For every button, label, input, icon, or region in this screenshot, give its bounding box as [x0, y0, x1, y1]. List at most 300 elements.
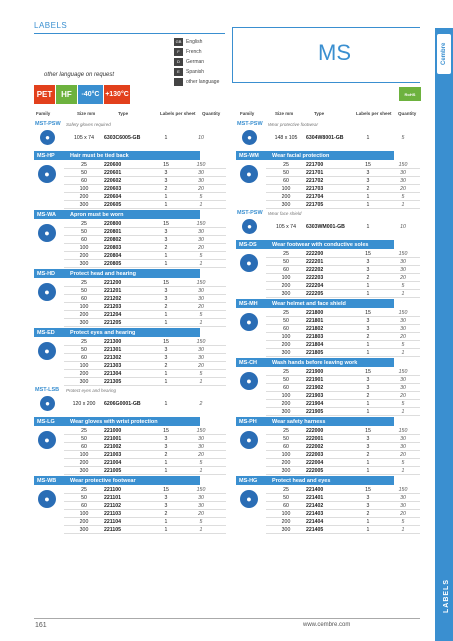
min-temp-badge: -40°C	[78, 85, 103, 104]
table-cell: 1	[366, 459, 370, 466]
language-list	[174, 37, 219, 87]
table-cell: 150	[196, 427, 206, 434]
section-header	[34, 328, 200, 337]
table-cell: 60	[283, 266, 289, 273]
table-cell: 60	[81, 502, 87, 509]
table-row	[266, 169, 420, 177]
section-title: Wear gloves with wrist protection	[70, 418, 158, 425]
table-cell: 30	[400, 325, 406, 332]
section-title: Protect head and hearing	[70, 270, 137, 277]
table-cell: 221300	[104, 338, 122, 345]
family-code: MS-HP	[37, 152, 55, 159]
table-cell: 300	[79, 201, 89, 208]
table-row	[266, 486, 420, 494]
table-cell: 1	[366, 526, 370, 533]
table-cell: 221805	[306, 349, 324, 356]
table-cell: 60	[81, 236, 87, 243]
table-cell: 100	[281, 392, 291, 399]
table-cell: 200	[281, 459, 291, 466]
language-item: D German	[174, 57, 219, 67]
table-cell: 1	[199, 319, 203, 326]
table-cell: 1	[164, 260, 168, 267]
table-cell: 30	[198, 236, 204, 243]
table-cell: 5	[199, 459, 203, 466]
pictogram-icon: ●	[240, 165, 258, 183]
table-cell: 50	[283, 376, 289, 383]
family-code: MS-ED	[37, 329, 55, 336]
table-cell: 220603	[104, 185, 122, 192]
table-cell: 15	[163, 427, 169, 434]
table-cell: 60	[283, 177, 289, 184]
table-cell: 60	[283, 384, 289, 391]
table-row	[64, 459, 226, 467]
table-row	[64, 494, 226, 502]
table-row	[266, 400, 420, 408]
table-cell: 200	[79, 252, 89, 259]
table-cell: 221903	[306, 392, 324, 399]
table-cell: 221901	[306, 376, 324, 383]
table-cell: 30	[400, 384, 406, 391]
table-cell: 220600	[104, 161, 122, 168]
table-cell: 3	[366, 317, 370, 324]
table-cell: 3	[366, 258, 370, 265]
table-cell: 2	[366, 392, 370, 399]
table-cell: 2	[164, 451, 168, 458]
table-cell: 220803	[104, 244, 122, 251]
table-cell: 5	[199, 193, 203, 200]
table-cell: 1	[164, 518, 168, 525]
table-row	[266, 274, 420, 282]
table-row	[64, 303, 226, 311]
pictogram-icon: ●	[38, 490, 56, 508]
table-row	[266, 333, 420, 341]
table-cell: 200	[281, 341, 291, 348]
table-cell: 221403	[306, 510, 324, 517]
table-cell: 220800	[104, 220, 122, 227]
section-header	[34, 476, 200, 485]
table-cell: 30	[400, 376, 406, 383]
table-row	[266, 161, 420, 169]
family-description: Protect eyes and hearing	[66, 388, 117, 393]
table-cell: 221904	[306, 400, 324, 407]
table-cell: 100	[79, 185, 89, 192]
single-row	[64, 134, 226, 142]
section-header	[236, 151, 394, 160]
table-cell: 2	[366, 274, 370, 281]
table-cell: 15	[365, 309, 371, 316]
table-cell: 222204	[306, 282, 324, 289]
table-cell: 15	[365, 427, 371, 434]
table-cell: 221002	[104, 443, 122, 450]
table-row	[266, 309, 420, 317]
table-row	[266, 290, 420, 298]
section-header	[236, 299, 394, 308]
table-cell: 1	[366, 349, 370, 356]
table-cell: 222000	[306, 427, 324, 434]
section-title: Wash hands before leaving work	[272, 359, 358, 366]
table-cell: 2	[366, 510, 370, 517]
cell-lps: 1	[366, 135, 370, 141]
family-code: MST-PSW	[35, 121, 61, 127]
family-description: Safety gloves required	[66, 122, 111, 127]
table-cell: 221202	[104, 295, 122, 302]
pictogram-icon: ●	[240, 372, 258, 390]
table-cell: 20	[198, 185, 204, 192]
table-cell: 25	[283, 427, 289, 434]
table-row	[64, 319, 226, 327]
table-cell: 2	[164, 303, 168, 310]
table-cell: 221902	[306, 384, 324, 391]
table-cell: 25	[81, 486, 87, 493]
table-cell: 300	[79, 378, 89, 385]
website-link[interactable]: www.cembre.com	[303, 622, 351, 628]
table-cell: 1	[164, 459, 168, 466]
table-row	[64, 295, 226, 303]
table-cell: 1	[199, 378, 203, 385]
table-cell: 100	[79, 244, 89, 251]
table-cell: 2	[366, 185, 370, 192]
section-title: LABELS	[34, 21, 68, 30]
table-cell: 20	[198, 510, 204, 517]
table-cell: 221304	[104, 370, 122, 377]
table-cell: 300	[281, 467, 291, 474]
cell-qty: 5	[401, 135, 405, 141]
table-cell: 150	[398, 309, 408, 316]
table-row	[266, 177, 420, 185]
table-row	[64, 502, 226, 510]
col-family: Family	[36, 111, 51, 116]
table-cell: 50	[283, 169, 289, 176]
pictogram-icon: ●	[240, 431, 258, 449]
table-cell: 50	[81, 346, 87, 353]
product-title: MS	[318, 40, 351, 65]
table-cell: 3	[164, 443, 168, 450]
table-cell: 221705	[306, 201, 324, 208]
table-cell: 100	[281, 451, 291, 458]
table-cell: 221003	[104, 451, 122, 458]
table-cell: 50	[283, 317, 289, 324]
col-type: Type	[314, 111, 325, 116]
right-sidebar	[435, 28, 453, 641]
table-cell: 221800	[306, 309, 324, 316]
table-cell: 221100	[104, 486, 122, 493]
table-cell: 15	[365, 368, 371, 375]
table-cell: 30	[400, 317, 406, 324]
table-cell: 30	[400, 169, 406, 176]
table-row	[64, 338, 226, 346]
cell-type: 6206G0001-GB	[104, 401, 141, 407]
col-size: Size mm	[77, 111, 96, 116]
table-cell: 220601	[104, 169, 122, 176]
table-cell: 5	[199, 252, 203, 259]
table-row	[266, 510, 420, 518]
table-cell: 221704	[306, 193, 324, 200]
table-row	[266, 193, 420, 201]
table-cell: 300	[281, 290, 291, 297]
table-row	[266, 526, 420, 534]
table-cell: 222205	[306, 290, 324, 297]
table-cell: 222202	[306, 266, 324, 273]
table-row	[64, 510, 226, 518]
table-cell: 221804	[306, 341, 324, 348]
table-cell: 3	[164, 346, 168, 353]
table-cell: 200	[281, 193, 291, 200]
family-code: MST-PSW	[237, 121, 263, 127]
table-cell: 3	[366, 435, 370, 442]
table-cell: 50	[81, 435, 87, 442]
table-cell: 222200	[306, 250, 324, 257]
table-row	[266, 325, 420, 333]
family-code: MS-WA	[37, 211, 56, 218]
cell-qty: 2	[199, 401, 203, 407]
table-cell: 1	[164, 311, 168, 318]
section-title: Wear footwear with conductive soles	[272, 241, 369, 248]
table-row	[64, 244, 226, 252]
table-cell: 3	[366, 266, 370, 273]
table-cell: 60	[283, 443, 289, 450]
table-cell: 25	[81, 279, 87, 286]
footer-rule	[34, 618, 420, 619]
table-cell: 222003	[306, 451, 324, 458]
language-item: E Spanish	[174, 67, 219, 77]
family-code: MST-LSB	[35, 387, 60, 393]
table-cell: 100	[281, 333, 291, 340]
table-row	[266, 282, 420, 290]
table-row	[64, 443, 226, 451]
table-row	[64, 435, 226, 443]
single-row	[266, 134, 420, 142]
table-cell: 30	[198, 435, 204, 442]
table-cell: 50	[81, 287, 87, 294]
table-cell: 221201	[104, 287, 122, 294]
table-row	[266, 494, 420, 502]
section-title: Wear facial protection	[272, 152, 330, 159]
table-cell: 221702	[306, 177, 324, 184]
table-cell: 30	[198, 354, 204, 361]
table-row	[64, 193, 226, 201]
table-cell: 221102	[104, 502, 122, 509]
table-cell: 3	[366, 325, 370, 332]
table-cell: 30	[400, 494, 406, 501]
table-cell: 30	[400, 258, 406, 265]
table-cell: 222001	[306, 435, 324, 442]
table-cell: 20	[400, 333, 406, 340]
table-row	[266, 376, 420, 384]
table-cell: 3	[164, 236, 168, 243]
table-cell: 30	[400, 266, 406, 273]
table-cell: 50	[81, 228, 87, 235]
table-cell: 2	[164, 362, 168, 369]
table-cell: 3	[366, 494, 370, 501]
pictogram-icon: ●	[240, 313, 258, 331]
max-temp-badge: +130°C	[104, 85, 130, 104]
table-cell: 5	[401, 282, 405, 289]
table-cell: 1	[164, 319, 168, 326]
title-rule	[34, 33, 225, 34]
table-cell: 1	[164, 252, 168, 259]
table-cell: 2	[164, 510, 168, 517]
table-cell: 30	[400, 443, 406, 450]
table-cell: 222203	[306, 274, 324, 281]
pictogram-icon: ●	[242, 219, 257, 234]
table-cell: 221700	[306, 161, 324, 168]
table-cell: 220804	[104, 252, 122, 259]
table-cell: 200	[79, 311, 89, 318]
table-cell: 15	[365, 486, 371, 493]
table-cell: 221402	[306, 502, 324, 509]
table-cell: 5	[199, 370, 203, 377]
table-cell: 30	[198, 169, 204, 176]
table-row	[266, 341, 420, 349]
table-cell: 25	[81, 220, 87, 227]
table-cell: 25	[283, 161, 289, 168]
table-row	[266, 201, 420, 209]
table-cell: 15	[365, 250, 371, 257]
table-row	[266, 349, 420, 357]
table-cell: 1	[401, 526, 405, 533]
table-cell: 300	[281, 526, 291, 533]
table-cell: 150	[398, 368, 408, 375]
table-row	[64, 362, 226, 370]
table-cell: 60	[81, 443, 87, 450]
table-row	[64, 287, 226, 295]
table-cell: 3	[164, 169, 168, 176]
table-cell: 221302	[104, 354, 122, 361]
table-row	[266, 392, 420, 400]
section-header	[236, 476, 394, 485]
table-cell: 100	[281, 185, 291, 192]
table-cell: 221405	[306, 526, 324, 533]
col-qty: Quantity	[202, 111, 221, 116]
table-cell: 300	[79, 467, 89, 474]
table-row	[266, 258, 420, 266]
table-row	[266, 451, 420, 459]
family-code: MS-CH	[239, 359, 258, 366]
pictogram-icon: ●	[240, 254, 258, 272]
table-cell: 3	[366, 376, 370, 383]
table-cell: 220805	[104, 260, 122, 267]
table-cell: 1	[366, 193, 370, 200]
table-cell: 1	[164, 370, 168, 377]
page-number: 161	[35, 622, 47, 629]
table-cell: 221203	[104, 303, 122, 310]
table-cell: 15	[163, 279, 169, 286]
section-header	[34, 417, 200, 426]
family-code: MS-HD	[37, 270, 56, 277]
table-cell: 300	[79, 526, 89, 533]
table-cell: 200	[79, 459, 89, 466]
table-cell: 1	[401, 349, 405, 356]
table-cell: 1	[401, 408, 405, 415]
table-cell: 221401	[306, 494, 324, 501]
table-cell: 25	[283, 250, 289, 257]
table-cell: 1	[164, 201, 168, 208]
cell-size: 105 x 74	[276, 224, 296, 230]
table-cell: 3	[164, 287, 168, 294]
family-code: MS-DS	[239, 241, 257, 248]
language-item: other language	[174, 77, 219, 87]
table-row	[64, 346, 226, 354]
table-cell: 200	[79, 518, 89, 525]
pictogram-icon: ●	[38, 283, 56, 301]
table-cell: 100	[79, 362, 89, 369]
table-cell: 222002	[306, 443, 324, 450]
language-item: GB English	[175, 38, 203, 45]
table-cell: 1	[164, 193, 168, 200]
cembre-logo: Cembre	[437, 34, 451, 74]
family-code: MS-HG	[239, 477, 258, 484]
table-cell: 150	[398, 250, 408, 257]
table-cell: 20	[198, 244, 204, 251]
family-code: MST-PSW	[237, 210, 263, 216]
cell-type: 6304W8001-GB	[306, 135, 344, 141]
table-cell: 20	[400, 451, 406, 458]
table-cell: 222201	[306, 258, 324, 265]
table-row	[266, 408, 420, 416]
table-cell: 100	[281, 510, 291, 517]
cell-lps: 1	[164, 401, 168, 407]
table-cell: 221905	[306, 408, 324, 415]
section-header	[236, 417, 394, 426]
table-row	[64, 236, 226, 244]
table-cell: 5	[199, 311, 203, 318]
table-cell: 221400	[306, 486, 324, 493]
table-cell: 300	[281, 349, 291, 356]
table-cell: 222005	[306, 467, 324, 474]
table-cell: 221703	[306, 185, 324, 192]
table-cell: 50	[283, 258, 289, 265]
table-cell: 30	[198, 287, 204, 294]
table-cell: 221104	[104, 518, 122, 525]
table-cell: 221701	[306, 169, 324, 176]
table-row	[266, 250, 420, 258]
table-cell: 5	[401, 400, 405, 407]
table-row	[64, 311, 226, 319]
table-cell: 60	[81, 295, 87, 302]
table-cell: 20	[400, 274, 406, 281]
single-row	[64, 400, 226, 408]
table-cell: 5	[401, 341, 405, 348]
col-size: Size mm	[275, 111, 294, 116]
table-cell: 221802	[306, 325, 324, 332]
table-row	[266, 443, 420, 451]
pictogram-icon: ●	[38, 224, 56, 242]
table-cell: 221000	[104, 427, 122, 434]
table-cell: 30	[198, 177, 204, 184]
table-cell: 3	[366, 384, 370, 391]
table-cell: 50	[283, 435, 289, 442]
section-title: Wear helmet and face shield	[272, 300, 346, 307]
family-code: MS-WM	[239, 152, 259, 159]
table-cell: 150	[398, 486, 408, 493]
table-cell: 30	[400, 502, 406, 509]
table-cell: 20	[400, 392, 406, 399]
table-cell: 50	[81, 169, 87, 176]
table-cell: 221101	[104, 494, 122, 501]
table-cell: 3	[164, 354, 168, 361]
table-cell: 60	[283, 502, 289, 509]
family-code: MS-MH	[239, 300, 258, 307]
table-cell: 60	[283, 325, 289, 332]
cell-type: 6303WM001-GB	[306, 224, 345, 230]
table-cell: 221205	[104, 319, 122, 326]
table-cell: 150	[398, 427, 408, 434]
table-cell: 3	[366, 443, 370, 450]
table-cell: 25	[81, 338, 87, 345]
table-row	[266, 502, 420, 510]
table-row	[64, 279, 226, 287]
col-qty: Quantity	[398, 111, 417, 116]
